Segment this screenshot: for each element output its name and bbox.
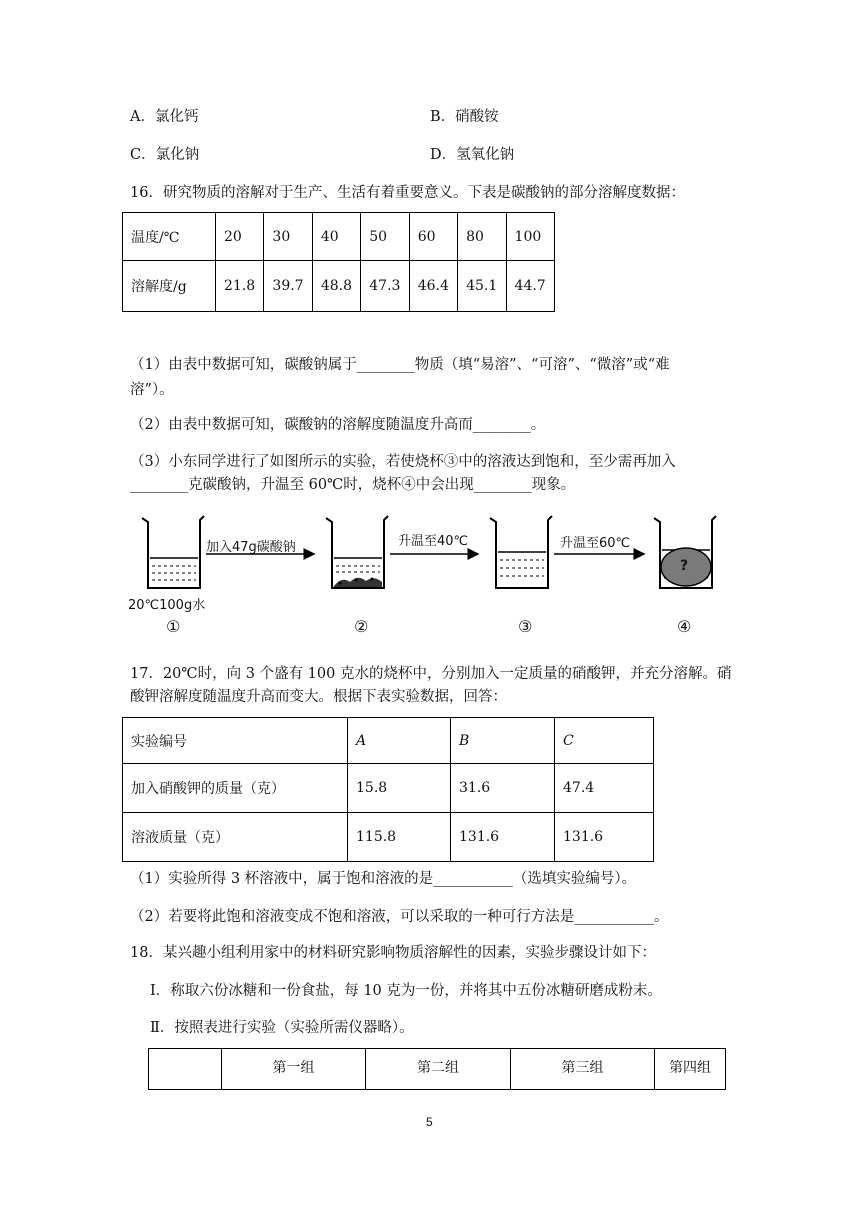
table-row: [123, 813, 654, 862]
table-cell: 60: [409, 213, 457, 261]
table-row: [123, 213, 555, 261]
table-cell: 溶解度/g: [123, 261, 216, 312]
beaker-label-3: ③: [518, 617, 533, 636]
table-row: [149, 1049, 726, 1090]
table-cell: 48.8: [312, 261, 360, 312]
table-cell: 50: [361, 213, 409, 261]
question-mark: ?: [680, 558, 689, 574]
beaker-1-caption: 20℃100g水: [128, 598, 206, 613]
q17-stem-line2: 酸钾溶解度随温度升高而变大。根据下表实验数据，回答：: [130, 689, 507, 705]
table-cell: 31.6: [451, 764, 555, 813]
table-cell: 实验编号: [123, 718, 348, 764]
q16-part1-line2: 溶”）。: [130, 382, 174, 398]
q16-part2: （2）由表中数据可知，碳酸钠的溶解度随温度升高而________。: [130, 417, 546, 433]
table-cell: 第四组: [655, 1049, 726, 1090]
table-cell: 第三组: [511, 1049, 655, 1090]
table-cell: [149, 1049, 222, 1090]
table-cell: 39.7: [264, 261, 312, 312]
option-c: C．氯化钠: [130, 147, 200, 163]
table-cell: 温度/℃: [123, 213, 216, 261]
q18-stem: 18．某兴趣小组利用家中的材料研究影响物质溶解性的因素，实验步骤设计如下：: [130, 945, 656, 961]
beaker-4: [654, 516, 716, 588]
table-cell: 45.1: [458, 261, 506, 312]
arrow-2-label: 升温至40℃: [398, 534, 469, 549]
q17-part2: （2）若要将此饱和溶液变成不饱和溶液，可以采取的一种可行方法是___________。: [130, 909, 669, 925]
q18-step1: Ⅰ．称取六份冰糖和一份食盐，每 10 克为一份，并将其中五份冰糖研磨成粉末。: [150, 983, 662, 999]
q17-data-table: [122, 717, 654, 862]
option-d: D．氢氧化钠: [430, 147, 515, 163]
option-b: B．硝酸铵: [430, 109, 499, 125]
q16-part3-line2: ________克碳酸钠，升温至 60℃时，烧杯④中会出现________现象。: [130, 477, 576, 493]
page-number: 5: [426, 1115, 433, 1129]
table-cell: 47.3: [361, 261, 409, 312]
q16-solubility-table: [122, 212, 555, 312]
q18-step2: Ⅱ．按照表进行实验（实验所需仪器略）。: [150, 1020, 414, 1036]
beaker-label-2: ②: [354, 617, 369, 636]
table-cell: 115.8: [348, 813, 451, 862]
q18-group-table: [148, 1048, 726, 1090]
table-cell: B: [451, 718, 555, 764]
table-row: [123, 718, 654, 764]
table-row: [123, 261, 555, 312]
table-cell: 第二组: [366, 1049, 511, 1090]
q16-part1-line1: （1）由表中数据可知，碳酸钠属于________物质（填“易溶”、“可溶”、“微溶”或“难: [130, 357, 670, 373]
table-cell: 44.7: [506, 261, 554, 312]
arrow-3-label: 升温至60℃: [560, 536, 631, 551]
table-cell: 加入硝酸钾的质量（克）: [123, 764, 348, 813]
table-cell: 21.8: [216, 261, 264, 312]
option-a: A．氯化钙: [130, 109, 199, 125]
beaker-label-1: ①: [166, 617, 181, 636]
table-cell: 溶液质量（克）: [123, 813, 348, 862]
q16-stem: 16．研究物质的溶解对于生产、生活有着重要意义。下表是碳酸钠的部分溶解度数据：: [130, 185, 685, 201]
table-cell: 131.6: [451, 813, 555, 862]
beaker-label-4: ④: [677, 617, 692, 636]
q16-part3-line1: （3）小东同学进行了如图所示的实验，若使烧杯③中的溶液达到饱和，至少需再加入: [130, 454, 676, 470]
table-cell: A: [348, 718, 451, 764]
beaker-2: [326, 516, 388, 588]
beaker-1: [142, 516, 204, 588]
table-cell: 131.6: [555, 813, 654, 862]
q17-part1: （1）实验所得 3 杯溶液中，属于饱和溶液的是___________（选填实验编号）。: [130, 871, 637, 887]
arrow-1-label: 加入47g碳酸钠: [206, 540, 296, 555]
table-cell: 30: [264, 213, 312, 261]
table-cell: 第一组: [222, 1049, 366, 1090]
table-row: [123, 764, 654, 813]
beaker-3: [490, 516, 552, 588]
table-cell: C: [555, 718, 654, 764]
table-cell: 46.4: [409, 261, 457, 312]
table-cell: 47.4: [555, 764, 654, 813]
table-cell: 15.8: [348, 764, 451, 813]
table-cell: 40: [312, 213, 360, 261]
table-cell: 80: [458, 213, 506, 261]
table-cell: 20: [216, 213, 264, 261]
table-cell: 100: [506, 213, 554, 261]
q17-stem-line1: 17．20℃时，向 3 个盛有 100 克水的烧杯中，分别加入一定质量的硝酸钾，并充分溶解。硝: [130, 666, 732, 682]
